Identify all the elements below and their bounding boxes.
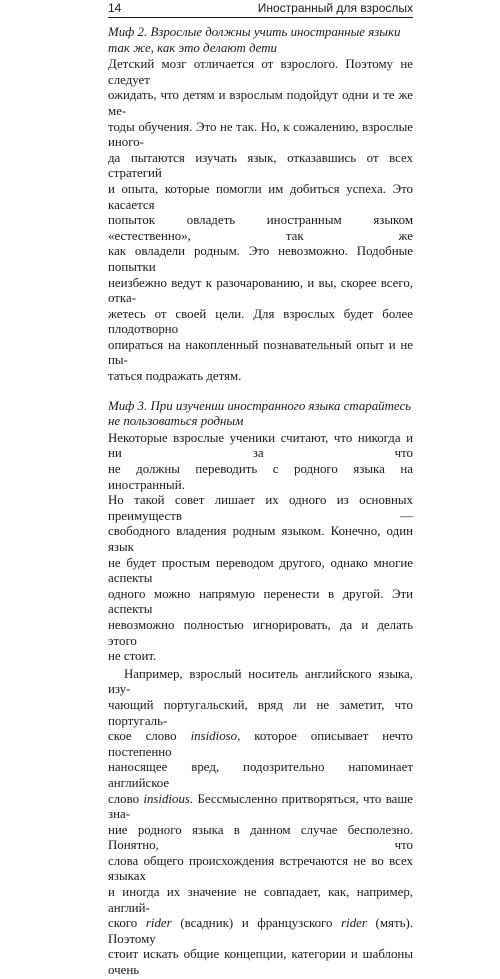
text-line: Но такой совет лишает их одного из основных преимуществ — <box>108 493 413 523</box>
text-line: не стоит. <box>108 649 157 664</box>
heading-line: Миф 2. Взрослые должны учить иностранные языки <box>108 25 401 39</box>
text-line: Некоторые взрослые ученики считают, что никогда и ни за что <box>108 430 413 461</box>
text-line: чающий португальский, вряд ли не заметит, что португаль- <box>108 697 413 728</box>
text-line: ожидать, что детям и взрослым подойдут одни и те же ме- <box>108 88 413 118</box>
text-line: наносящее вред, подозрительно напоминает английское <box>108 760 413 790</box>
myth-2-paragraph <box>108 57 413 384</box>
text-line: да пытаются изучать язык, отказавшись от всех стратегий <box>108 150 413 181</box>
text-line: Например, взрослый носитель английского языка, изу- <box>108 666 413 697</box>
text-line: слово insidious. Бессмысленно притворяться, что ваше зна- <box>108 791 413 822</box>
text-line: слова общего происхождения встречаются не во всех языках <box>108 853 413 884</box>
heading-line: так же, как это делают дети <box>108 40 277 55</box>
text-line: стоит искать общие концепции, категории и шаблоны очень <box>108 947 413 978</box>
text-line: таться подражать детям. <box>108 369 242 384</box>
text-line: свободного владения родным языком. Конечно, один язык <box>108 524 413 554</box>
text-line: не будет простым переводом другого, однако многие аспекты <box>108 555 413 586</box>
text-line: одного можно напрямую перенести в другой. Эти аспекты <box>108 586 413 617</box>
myth-3-paragraph <box>108 431 413 665</box>
text-line: и опыта, которые помогли им добиться успеха. Это касается <box>108 181 413 212</box>
text-line: Детский мозг отличается от взрослого. Поэтому не следует <box>108 57 413 87</box>
text-line: не должны переводить с родного языка на иностранный. <box>108 462 413 492</box>
text-line: ние родного языка в данном случае бесполезно. Понятно, что <box>108 822 413 853</box>
text-line: как овладели родным. Это невозможно. Подобные попытки <box>108 244 413 274</box>
text-line: ское слово insidioso, которое описывает нечто постепенно <box>108 729 413 759</box>
text-line: и иногда их значение не совпадает, как, например, англий- <box>108 885 413 915</box>
text-line: опираться на накопленный познавательный опыт и не пы- <box>108 337 413 368</box>
myth-2-heading <box>108 25 413 56</box>
heading-line: Миф 3. При изучении иностранного языка старайтесь <box>108 398 412 413</box>
page-number: 14 <box>108 1 122 15</box>
text-line: попыток овладеть иностранным языком «естественно», так же <box>108 213 413 243</box>
text-line: невозможно полностью игнорировать, да и делать этого <box>108 617 413 648</box>
myth-3-heading <box>108 399 413 430</box>
text-line: ского rider (всадник) и французского rider (мять). Поэтому <box>108 916 413 946</box>
example-paragraph <box>108 667 413 979</box>
running-title: Иностранный для взрослых <box>257 1 413 15</box>
running-header <box>108 1 413 18</box>
text-line: жетесь от своей цели. Для взрослых будет более плодотворно <box>108 306 413 337</box>
page-body <box>108 22 413 979</box>
heading-line: не пользоваться родным <box>108 414 244 429</box>
text-line: тоды обучения. Это не так. Но, к сожалению, взрослые иного- <box>108 119 413 150</box>
text-line: неизбежно ведут к разочарованию, и вы, скорее всего, отка- <box>108 275 413 306</box>
